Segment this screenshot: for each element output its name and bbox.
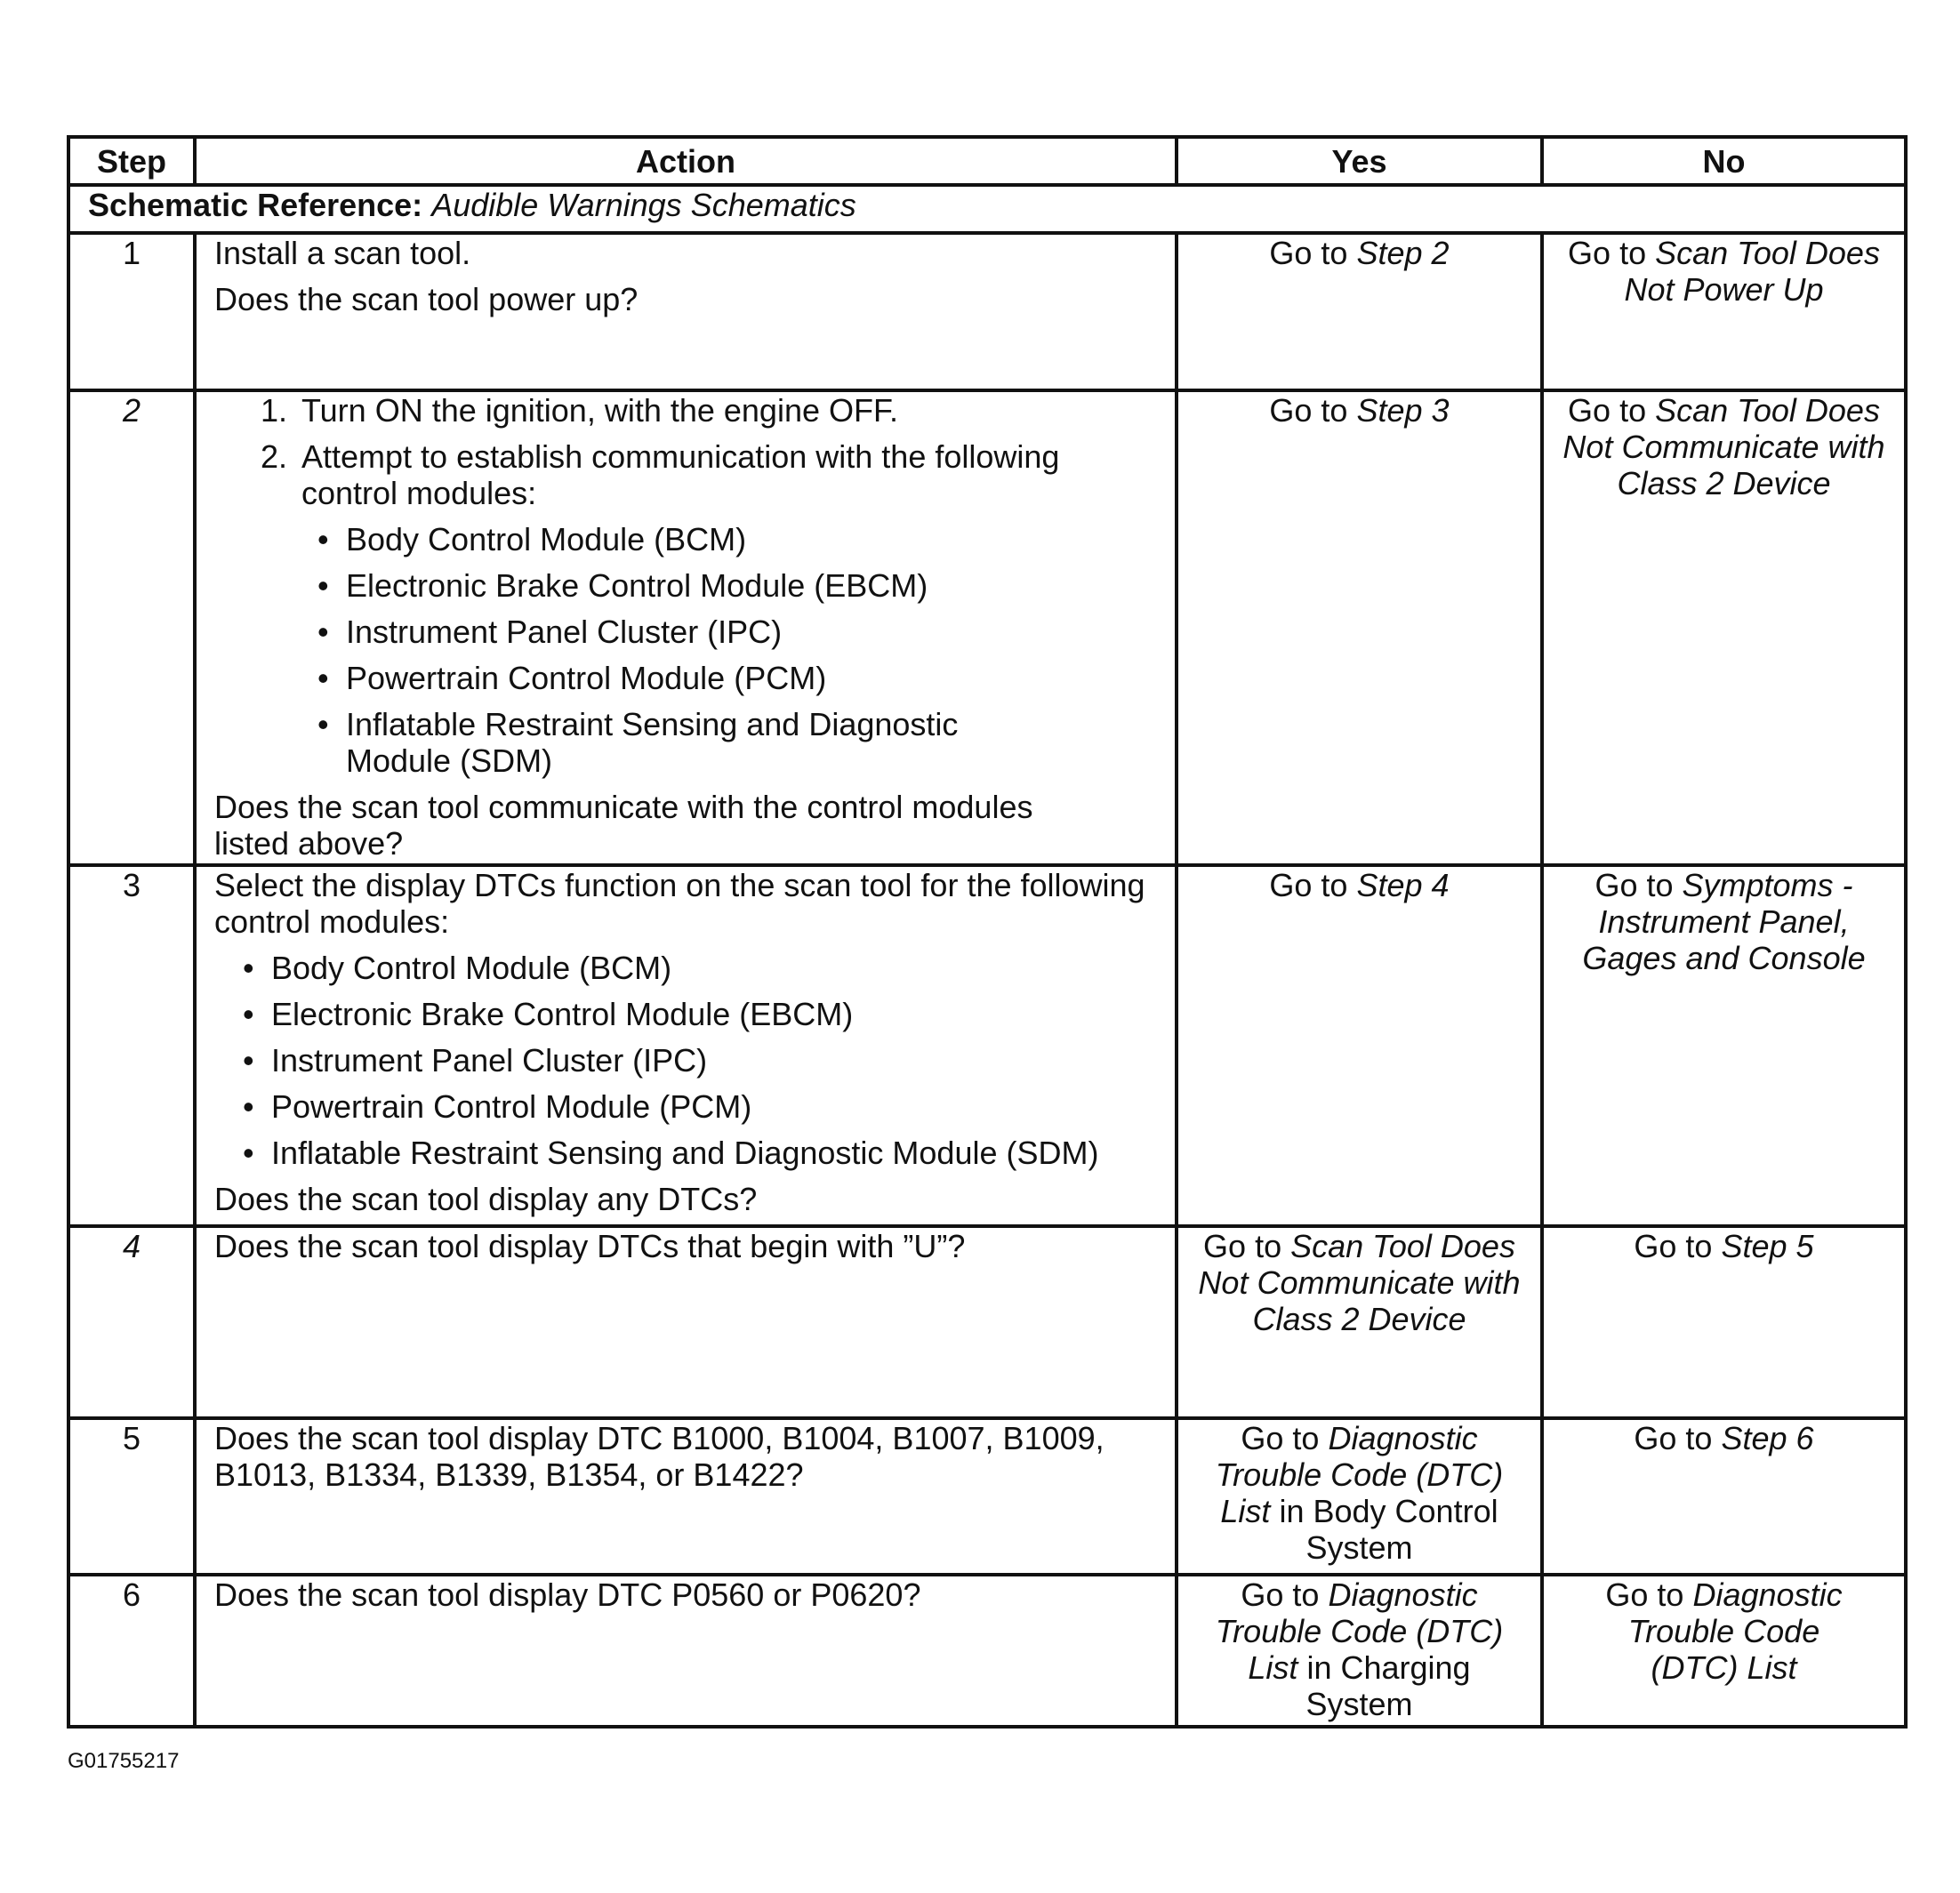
step-number: 1 <box>68 233 195 390</box>
module-item: • Inflatable Restraint Sensing and Diagnostic Module (SDM) <box>243 1135 1099 1171</box>
action-cell <box>195 1418 1177 1575</box>
no-prefix: Go to <box>1595 867 1674 903</box>
no-prefix: Go to <box>1634 1228 1713 1264</box>
table-row <box>68 1575 1906 1727</box>
header-row <box>68 137 1906 185</box>
yes-link[interactable]: Diagnostic Trouble Code (DTC) List <box>1215 1576 1504 1686</box>
yes-link[interactable]: Step 2 <box>1356 235 1450 271</box>
yes-prefix: Go to <box>1203 1228 1282 1264</box>
no-prefix: Go to <box>1634 1420 1713 1456</box>
yes-suffix: in Charging System <box>1305 1649 1471 1722</box>
action-question: Does the scan tool power up? <box>214 281 639 317</box>
action-question: Does the scan tool display DTCs that begin with ”U”? <box>214 1228 966 1264</box>
bullet-icon: • <box>317 521 329 557</box>
figure-id: G01755217 <box>68 1749 180 1773</box>
action-question: Does the scan tool display DTC P0560 or P0620? <box>214 1576 921 1613</box>
module-item: • Electronic Brake Control Module (EBCM) <box>317 567 928 604</box>
bullet-icon: • <box>243 1135 254 1171</box>
action-steps-list <box>214 392 1157 779</box>
table-row <box>68 865 1906 1226</box>
step-number: 3 <box>68 865 195 1226</box>
bullet-icon: • <box>317 706 329 742</box>
yes-cell <box>1177 1418 1542 1575</box>
step-number: 6 <box>68 1575 195 1727</box>
action-cell <box>195 1226 1177 1418</box>
yes-prefix: Go to <box>1269 867 1348 903</box>
module-item: • Powertrain Control Module (PCM) <box>243 1088 752 1125</box>
yes-cell <box>1177 865 1542 1226</box>
schematic-reference <box>68 185 1906 233</box>
bullet-icon: • <box>243 950 254 986</box>
no-cell <box>1542 233 1906 390</box>
yes-cell <box>1177 390 1542 865</box>
diagnostic-table <box>67 135 1908 1729</box>
table-row <box>68 1418 1906 1575</box>
yes-cell <box>1177 1575 1542 1727</box>
yes-prefix: Go to <box>1241 1576 1320 1613</box>
action-cell <box>195 233 1177 390</box>
action-question: Does the scan tool display any DTCs? <box>214 1181 758 1217</box>
no-link[interactable]: Scan Tool Does Not Communicate with Class 2 Device <box>1562 392 1885 501</box>
module-item: • Instrument Panel Cluster (IPC) <box>243 1042 708 1079</box>
yes-link[interactable]: Scan Tool Does Not Communicate with Class 2 Device <box>1198 1228 1521 1337</box>
table-row <box>68 390 1906 865</box>
action-question: Does the scan tool communicate with the control modules listed above? <box>214 789 1033 862</box>
no-cell <box>1542 390 1906 865</box>
no-cell <box>1542 1418 1906 1575</box>
action-step-item: 1. Turn ON the ignition, with the engine OFF. <box>296 392 1157 429</box>
bullet-icon: • <box>243 1088 254 1125</box>
yes-prefix: Go to <box>1269 392 1348 429</box>
no-prefix: Go to <box>1605 1576 1684 1613</box>
schematic-reference-label: Schematic Reference: <box>88 187 423 223</box>
step-number: 5 <box>68 1418 195 1575</box>
no-link[interactable]: Scan Tool Does Not Power Up <box>1624 235 1880 308</box>
bullet-icon: • <box>243 996 254 1032</box>
bullet-icon: • <box>243 1042 254 1079</box>
no-link[interactable]: Step 6 <box>1721 1420 1814 1456</box>
yes-link[interactable]: Step 3 <box>1356 392 1450 429</box>
yes-suffix: in Body Control System <box>1279 1493 1498 1566</box>
bullet-icon: • <box>317 614 329 650</box>
header-step: Step <box>68 137 195 185</box>
yes-prefix: Go to <box>1269 235 1348 271</box>
yes-link[interactable]: Step 4 <box>1356 867 1450 903</box>
schematic-reference-link[interactable]: Audible Warnings Schematics <box>431 187 856 223</box>
yes-prefix: Go to <box>1241 1420 1320 1456</box>
yes-cell <box>1177 1226 1542 1418</box>
no-prefix: Go to <box>1568 392 1647 429</box>
module-item: • Body Control Module (BCM) <box>243 950 672 986</box>
module-list <box>301 521 1157 779</box>
module-item: • Inflatable Restraint Sensing and Diagnostic Module (SDM) <box>317 706 959 779</box>
no-cell <box>1542 865 1906 1226</box>
action-question: Does the scan tool display DTC B1000, B1004, B1007, B1009, B1013, B1334, B1339, B1354, or B1422? <box>214 1420 1105 1493</box>
bullet-icon: • <box>317 567 329 604</box>
action-intro: Select the display DTCs function on the scan tool for the following control modules: <box>214 867 1145 940</box>
table-row <box>68 233 1906 390</box>
module-item: • Powertrain Control Module (PCM) <box>317 660 827 696</box>
module-item: • Body Control Module (BCM) <box>317 521 747 557</box>
no-prefix: Go to <box>1568 235 1647 271</box>
header-no: No <box>1542 137 1906 185</box>
yes-link[interactable]: Diagnostic Trouble Code (DTC) List <box>1215 1420 1504 1529</box>
no-cell <box>1542 1575 1906 1727</box>
bullet-icon: • <box>317 660 329 696</box>
yes-cell <box>1177 233 1542 390</box>
action-step-item: 2. Attempt to establish communication with the following control modules: • Body Control Module (BCM) • Electronic Brake Control Module (EBCM) • Instrument Panel Cluster (IPC) • Powertrain Control Module (PCM) • Inflatable Restraint Sensing and Diagnostic Module (SDM) <box>296 438 1157 779</box>
step-number: 2 <box>68 390 195 865</box>
no-link[interactable]: Step 5 <box>1721 1228 1814 1264</box>
no-link[interactable]: Diagnostic Trouble Code (DTC) List <box>1627 1576 1843 1686</box>
step-number: 4 <box>68 1226 195 1418</box>
action-cell <box>195 865 1177 1226</box>
no-link[interactable]: Symptoms - Instrument Panel, Gages and Console <box>1582 867 1866 976</box>
no-cell <box>1542 1226 1906 1418</box>
action-cell <box>195 1575 1177 1727</box>
header-action: Action <box>195 137 1177 185</box>
table-row <box>68 1226 1906 1418</box>
module-item: • Electronic Brake Control Module (EBCM) <box>243 996 854 1032</box>
action-line: Install a scan tool. <box>214 235 471 271</box>
header-yes: Yes <box>1177 137 1542 185</box>
module-item: • Instrument Panel Cluster (IPC) <box>317 614 783 650</box>
module-list <box>214 950 1157 1171</box>
action-cell <box>195 390 1177 865</box>
schematic-reference-row <box>68 185 1906 233</box>
